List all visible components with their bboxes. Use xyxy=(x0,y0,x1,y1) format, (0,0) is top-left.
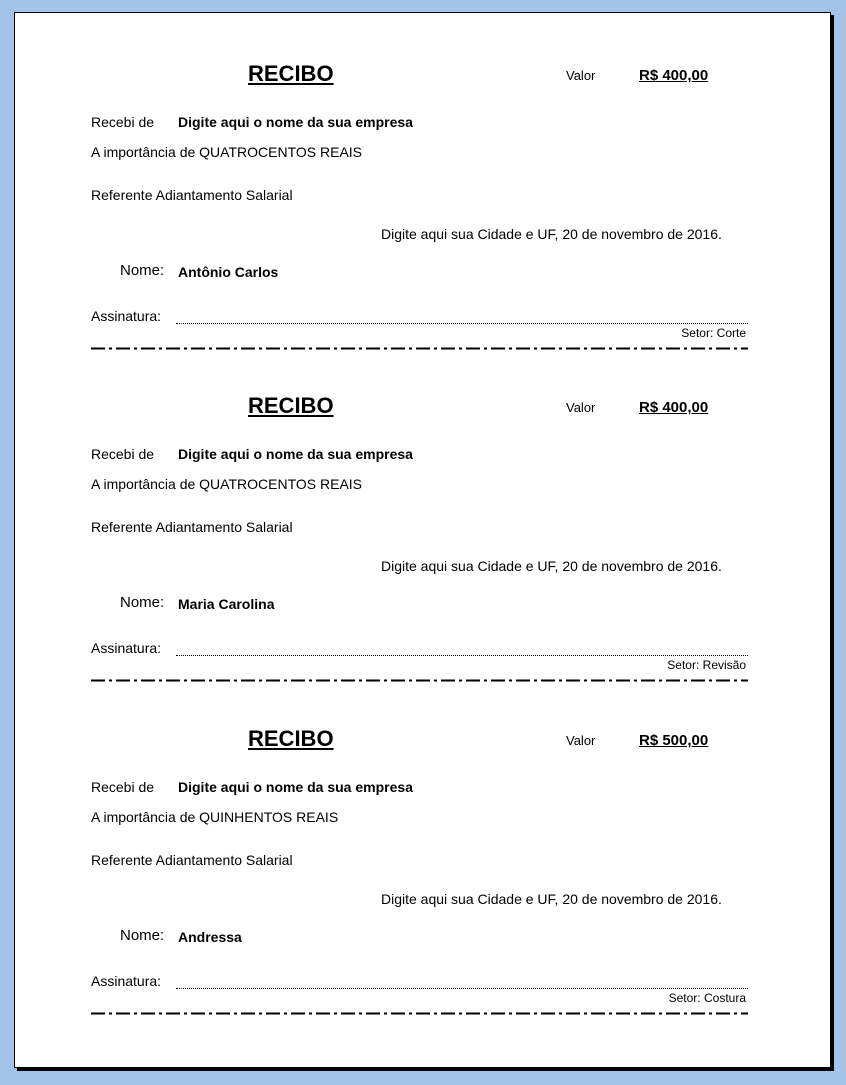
receipt-title: RECIBO xyxy=(248,393,334,418)
valor-label: Valor xyxy=(566,733,596,748)
city-date-field[interactable]: Digite aqui sua Cidade e UF, 20 de novembro de 2016. xyxy=(381,226,722,242)
valor-amount: R$ 400,00 xyxy=(639,399,709,416)
name-value: Andressa xyxy=(178,929,242,945)
name-value: Maria Carolina xyxy=(178,596,275,612)
valor-label: Valor xyxy=(566,400,596,415)
receipt-2 xyxy=(15,345,830,675)
name-value: Antônio Carlos xyxy=(178,264,279,280)
reference-text: Referente Adiantamento Salarial xyxy=(91,187,293,203)
amount-in-words: A importância de QUATROCENTOS REAIS xyxy=(91,144,363,160)
valor-amount: R$ 500,00 xyxy=(639,732,709,749)
sector-label: Setor: Revisão xyxy=(667,658,746,672)
receipt-3 xyxy=(15,678,830,1008)
signature-line xyxy=(176,323,748,324)
amount-in-words: A importância de QUATROCENTOS REAIS xyxy=(91,476,363,492)
name-label: Nome: xyxy=(120,927,165,944)
recebi-label: Recebi de xyxy=(91,446,155,462)
recebi-label: Recebi de xyxy=(91,779,155,795)
receipt-title: RECIBO xyxy=(248,726,334,751)
name-label: Nome: xyxy=(120,262,165,279)
signature-line xyxy=(176,655,748,656)
receipt-1 xyxy=(15,13,830,343)
recebi-label: Recebi de xyxy=(91,114,155,130)
amount-in-words: A importância de QUINHENTOS REAIS xyxy=(91,809,339,825)
name-label: Nome: xyxy=(120,594,165,611)
valor-label: Valor xyxy=(566,68,596,83)
city-date-field[interactable]: Digite aqui sua Cidade e UF, 20 de novembro de 2016. xyxy=(381,558,722,574)
company-name-field[interactable]: Digite aqui o nome da sua empresa xyxy=(178,446,413,462)
signature-line xyxy=(176,988,748,989)
signature-label: Assinatura: xyxy=(91,640,162,656)
reference-text: Referente Adiantamento Salarial xyxy=(91,519,293,535)
sector-label: Setor: Corte xyxy=(681,326,746,340)
signature-label: Assinatura: xyxy=(91,973,162,989)
sector-label: Setor: Costura xyxy=(668,991,746,1005)
cut-line xyxy=(91,1012,748,1015)
document-page xyxy=(14,12,831,1068)
company-name-field[interactable]: Digite aqui o nome da sua empresa xyxy=(178,114,413,130)
reference-text: Referente Adiantamento Salarial xyxy=(91,852,293,868)
valor-amount: R$ 400,00 xyxy=(639,67,709,84)
company-name-field[interactable]: Digite aqui o nome da sua empresa xyxy=(178,779,413,795)
receipt-title: RECIBO xyxy=(248,61,334,86)
city-date-field[interactable]: Digite aqui sua Cidade e UF, 20 de novembro de 2016. xyxy=(381,891,722,907)
signature-label: Assinatura: xyxy=(91,308,162,324)
